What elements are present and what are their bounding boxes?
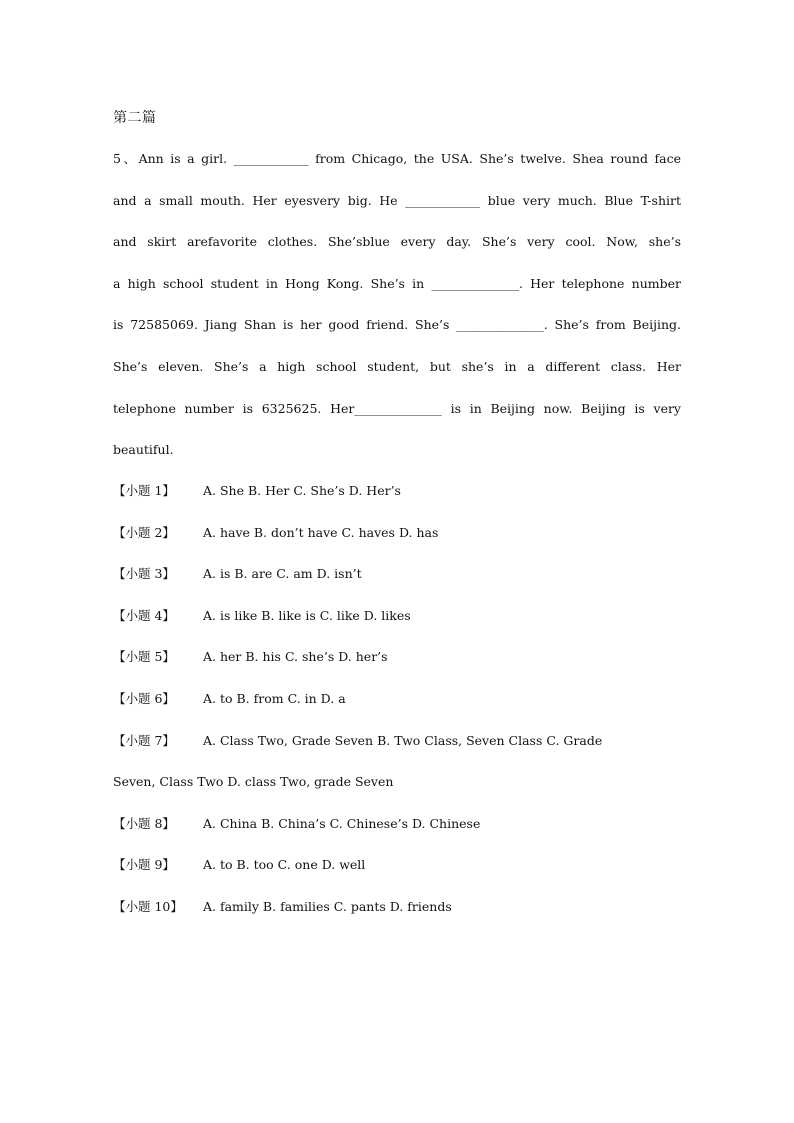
question-item bbox=[113, 893, 681, 935]
question-number: 【小题 9】 bbox=[113, 857, 175, 873]
question-options: A. family B. families C. pants D. friends bbox=[203, 898, 452, 914]
question-item bbox=[113, 560, 681, 602]
passage-line: and skirt arefavorite clothes. She’sblue every day. She’s very cool. Now, she’s bbox=[113, 234, 681, 250]
question-number: 【小题 3】 bbox=[113, 566, 175, 582]
question-options: A. have B. don’t have C. haves D. has bbox=[203, 524, 439, 540]
question-number: 【小题 7】 bbox=[113, 732, 175, 748]
passage-line: beautiful. bbox=[113, 442, 174, 458]
question-options: A. to B. from C. in D. a bbox=[203, 690, 346, 706]
question-options: A. China B. China’s C. Chinese’s D. Chinese bbox=[203, 815, 481, 831]
question-options: A. She B. Her C. She’s D. Her’s bbox=[203, 483, 401, 498]
question-options-continuation: Seven, Class Two D. class Two, grade Seven bbox=[113, 774, 394, 790]
question-number: 【小题 6】 bbox=[113, 690, 175, 706]
question-number: 【小题 1】 bbox=[113, 483, 175, 498]
question-list bbox=[113, 477, 681, 935]
question-item bbox=[113, 851, 681, 893]
passage-line: She’s eleven. She’s a high school student, but she’s in a different class. Her bbox=[113, 358, 681, 374]
question-number: 【小题 5】 bbox=[113, 649, 175, 665]
question-number: 【小题 2】 bbox=[113, 524, 175, 540]
question-item bbox=[113, 602, 681, 644]
question-number: 【小题 4】 bbox=[113, 607, 175, 623]
question-item bbox=[113, 810, 681, 852]
question-options: A. her B. his C. she’s D. her’s bbox=[203, 649, 388, 665]
passage-line: a high school student in Hong Kong. She’s in ______________. Her telephone number bbox=[113, 275, 681, 291]
question-number: 【小题 10】 bbox=[113, 898, 183, 914]
question-options: A. Class Two, Grade Seven B. Two Class, Seven Class C. Grade bbox=[203, 732, 603, 748]
passage-line: and a small mouth. Her eyesvery big. He ____________ blue very much. Blue T-shirt bbox=[113, 192, 681, 208]
question-options: A. is like B. like is C. like D. likes bbox=[203, 607, 411, 623]
question-item bbox=[113, 477, 681, 519]
passage-line: is 72585069. Jiang Shan is her good friend. She’s ______________. She’s from Beijing. bbox=[113, 317, 681, 333]
question-item bbox=[113, 519, 681, 561]
question-item bbox=[113, 685, 681, 727]
question-options: A. is B. are C. am D. isn’t bbox=[203, 566, 362, 582]
passage-line: telephone number is 6325625. Her______________ is in Beijing now. Beijing is very bbox=[113, 400, 681, 416]
cloze-passage bbox=[113, 145, 681, 478]
question-item bbox=[113, 643, 681, 685]
question-item bbox=[113, 727, 681, 769]
passage-line: 5、Ann is a girl. ____________ from Chicago, the USA. She’s twelve. Shea round face bbox=[113, 151, 681, 166]
section-title: 第二篇 bbox=[113, 110, 157, 126]
question-options: A. to B. too C. one D. well bbox=[203, 857, 366, 873]
question-number: 【小题 8】 bbox=[113, 815, 175, 831]
